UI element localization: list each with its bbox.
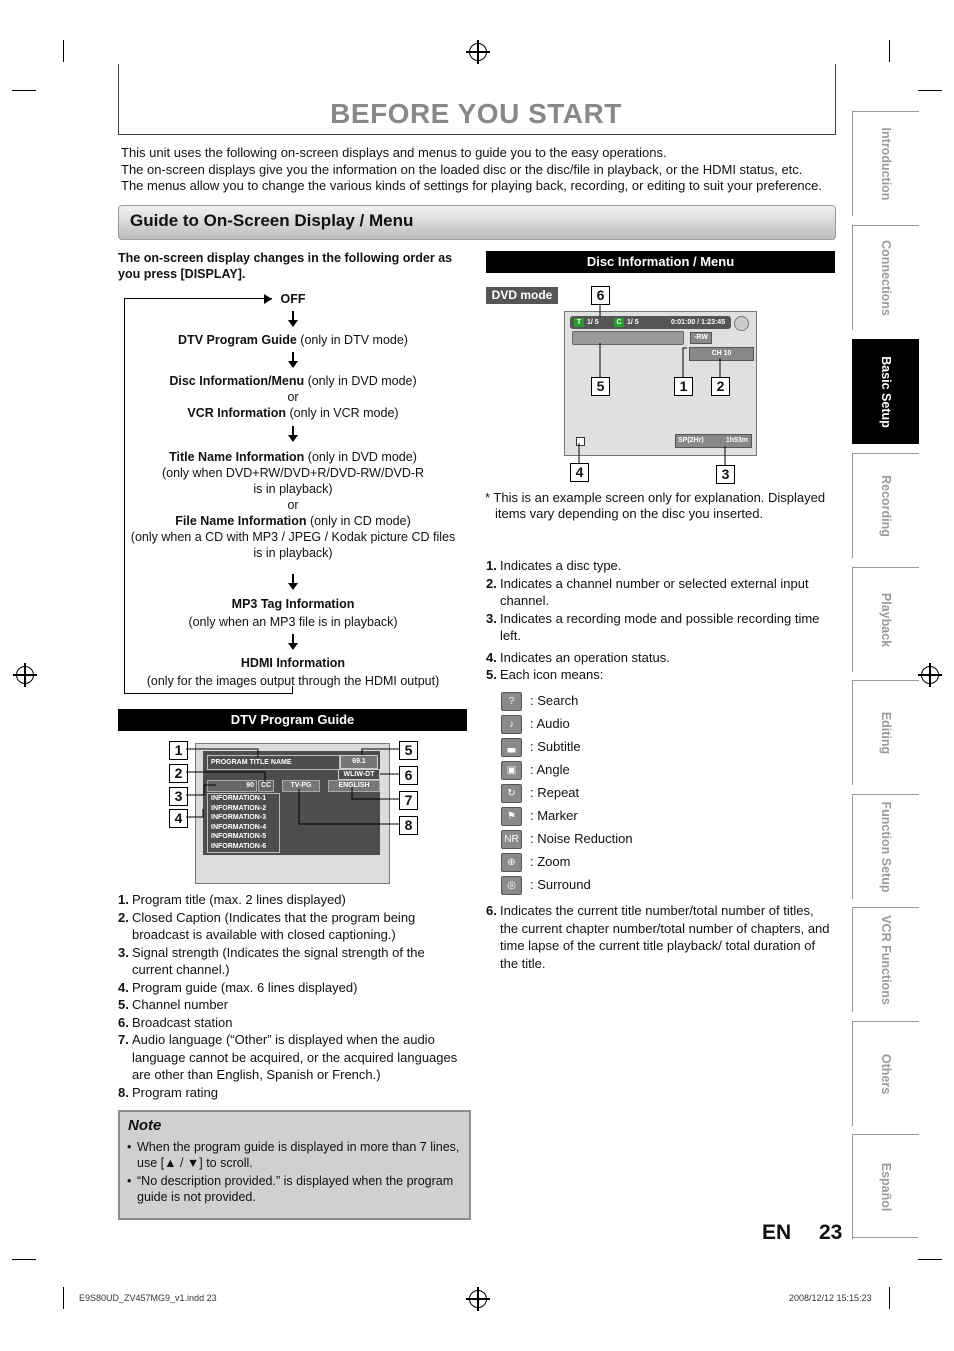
tab-label: VCR Functions [879, 915, 893, 1005]
dtv-item-list [118, 891, 468, 1101]
surround-icon: ◎ [501, 876, 522, 895]
flow-mp3-label: MP3 Tag Information [231, 597, 355, 611]
flow-title-label: Title Name Information [169, 450, 305, 464]
tab-label: Others [879, 1053, 893, 1095]
dtv-channel: 69.1 [340, 755, 378, 769]
display-order-lead: The on-screen display changes in the following order as you press [DISPLAY]. [118, 251, 453, 281]
loop-line [124, 693, 293, 694]
intro-text [121, 145, 841, 195]
chapter-count: 1/ 5 [627, 319, 639, 326]
callout-number: 3 [716, 465, 735, 484]
flow-disc-note: (only in DVD mode) [304, 374, 417, 388]
tab-recording[interactable] [852, 453, 919, 558]
callout-number: 1 [674, 377, 693, 396]
dtv-header: DTV Program Guide [118, 709, 467, 731]
list-item: 5. Each icon means: [486, 667, 604, 682]
repeat-icon: ↻ [501, 784, 522, 803]
registration-mark-icon [469, 43, 487, 61]
flow-vcr-label: VCR Information [187, 406, 287, 420]
zoom-icon: ⊕ [501, 853, 522, 872]
callout-number: 5 [399, 741, 418, 760]
intro-line: This unit uses the following on-screen displays and menus to guide you to the easy operations. [121, 145, 667, 160]
footer-date: 2008/12/12 15:15:23 [789, 1293, 872, 1303]
icon-legend-row: ▃ : Subtitle [501, 735, 821, 758]
flow-file-label: File Name Information [175, 514, 307, 528]
flow-mp3 [118, 596, 468, 630]
section-title: Guide to On-Screen Display / Menu [130, 211, 414, 230]
note-item: • “No description provided.” is displayed when the program guide is not provided. [127, 1173, 462, 1205]
icon-legend-row: NR : Noise Reduction [501, 827, 821, 850]
audio-icon: ♪ [501, 715, 522, 734]
crop-mark [63, 40, 64, 62]
disc-type: -RW [690, 332, 712, 344]
tab-playback[interactable] [852, 567, 919, 672]
time-left: 1h53m [725, 437, 748, 444]
registration-mark-icon [921, 666, 939, 684]
tab-introduction[interactable] [852, 111, 919, 216]
tab-espanol[interactable] [852, 1134, 919, 1239]
search-icon: ? [501, 692, 522, 711]
page-title: BEFORE YOU START [330, 98, 622, 129]
flow-title-note: (only in DVD mode) [304, 450, 417, 464]
tab-label: Function Setup [879, 801, 893, 893]
note-item: • When the program guide is displayed in more than 7 lines, use [▲ / ▼] to scroll. [127, 1139, 462, 1171]
subtitle-icon: ▃ [501, 738, 522, 757]
disc-item-list [486, 557, 831, 684]
dtv-info-line: INFORMATION-2 [211, 804, 267, 812]
tab-label: Introduction [879, 127, 893, 201]
marker-icon: ⚑ [501, 807, 522, 826]
callout-number: 8 [399, 816, 418, 835]
crop-mark [63, 1287, 64, 1309]
crop-mark [12, 90, 36, 91]
title-count: 1/ 5 [587, 319, 599, 326]
example-note: * This is an example screen only for explanation. Displayed items vary depending on the disc you inserted. [485, 490, 826, 521]
crop-mark [918, 90, 942, 91]
list-item: 2. Closed Caption (Indicates that the program being broadcast is available with closed captioning.) [118, 909, 416, 942]
icon-legend-row: ◎ : Surround [501, 873, 821, 896]
play-time: 0:01:00 / 1:23:45 [671, 319, 726, 326]
flow-title-cond: (only when DVD+RW/DVD+R/DVD-RW/DVD-R [161, 466, 425, 480]
icon-legend-row: ▣ : Angle [501, 758, 821, 781]
title-badge: T [574, 318, 584, 327]
callout-number: 2 [711, 377, 730, 396]
dtv-info-line: INFORMATION-1 [211, 795, 267, 802]
callout-number: 6 [399, 766, 418, 785]
disc-header: Disc Information / Menu [486, 251, 835, 273]
noise-reduction-icon: NR [501, 830, 522, 849]
flow-hdmi-cond: (only for the images output through the HDMI output) [146, 674, 440, 688]
flow-or: or [287, 498, 299, 512]
tab-function-setup[interactable] [852, 794, 919, 899]
callout-number: 6 [591, 286, 610, 305]
callout-number: 5 [591, 377, 610, 396]
icon-legend-row: ⚑ : Marker [501, 804, 821, 827]
dtv-info-line: INFORMATION-6 [211, 842, 267, 850]
registration-mark-icon [469, 1290, 487, 1308]
list-item: 2. Indicates a channel number or selected external input channel. [486, 575, 809, 608]
rec-mode: SP(2Hr) [678, 437, 704, 444]
flow-dtv [118, 332, 468, 348]
tab-label: Playback [879, 592, 893, 648]
tab-label: Editing [879, 711, 893, 755]
disc-channel: CH 10 [689, 347, 754, 361]
list-item: 4. Program guide (max. 6 lines displayed) [118, 979, 358, 995]
flow-disc-label: Disc Information/Menu [169, 374, 305, 388]
callout-number: 4 [570, 463, 589, 482]
callout-number: 3 [169, 787, 188, 806]
page-number: 23 [819, 1221, 843, 1244]
flow-vcr-note: (only in VCR mode) [286, 406, 399, 420]
intro-line: The on-screen displays give you the information on the loaded disc or the disc/file in playback, or the HDMI status, etc. [121, 161, 803, 177]
list-item: 6. Indicates the current title number/total number of titles, the current chapter number/total number of chapters, and time lapse of the current title playback/ total duration of the title. [486, 903, 830, 971]
list-item: 8. Program rating [118, 1084, 218, 1100]
flow-hdmi [118, 655, 468, 689]
list-item: 3. Signal strength (Indicates the signal strength of the current channel.) [118, 944, 425, 977]
disc-leader-lines [575, 300, 750, 468]
callout-number: 7 [399, 791, 418, 810]
disc-item-6 [486, 902, 831, 972]
list-item: 3. Indicates a recording mode and possible recording time left. [486, 610, 820, 643]
callout-number: 4 [169, 809, 188, 828]
crop-mark [889, 1287, 890, 1309]
flow-title [118, 449, 468, 561]
dtv-station: WLIW-DT [338, 769, 380, 780]
list-item: 1. Program title (max. 2 lines displayed) [118, 892, 346, 907]
dvd-mode-badge: DVD mode [486, 287, 558, 304]
dtv-leader-lines [186, 745, 401, 835]
tab-label: Connections [879, 240, 893, 316]
list-item: 6. Broadcast station [118, 1014, 233, 1030]
tab-label: Recording [879, 475, 893, 537]
flow-title-cond: is in playback) [253, 482, 333, 496]
flow-mp3-cond: (only when an MP3 file is in playback) [188, 615, 398, 629]
tab-label: Español [879, 1162, 893, 1212]
down-arrow-icon [288, 426, 298, 442]
down-arrow-icon [288, 574, 298, 590]
dtv-cc: CC [258, 780, 274, 792]
icon-legend-row: ♪ : Audio [501, 712, 821, 735]
flow-or: or [287, 390, 299, 404]
crop-mark [12, 1259, 36, 1260]
flow-disc [118, 373, 468, 421]
chapter-badge: C [614, 318, 624, 327]
flow-file-note: (only in CD mode) [306, 514, 411, 528]
list-item: 1. Indicates a disc type. [486, 558, 622, 573]
icon-legend-row: ⊕ : Zoom [501, 850, 821, 873]
footer-file: E9S80UD_ZV457MG9_v1.indd 23 [79, 1293, 217, 1303]
tab-basic-setup[interactable] [852, 339, 919, 444]
note-list [127, 1139, 462, 1207]
crop-mark [918, 1259, 942, 1260]
down-arrow-icon [288, 311, 298, 327]
flow-off [118, 291, 468, 307]
note-title: Note [128, 1117, 162, 1134]
tab-connections[interactable] [852, 225, 919, 330]
intro-line: The menus allow you to change the various kinds of settings for playing back, recording, or editing to suit your preference. [121, 178, 822, 193]
list-item: 7. Audio language (“Other” is displayed when the audio language cannot be acquired, or the acquired languages are other than English, Spanish or French.) [118, 1032, 458, 1082]
tab-vcr-functions[interactable] [852, 907, 919, 1012]
list-item: 4. Indicates an operation status. [486, 649, 670, 665]
flow-dtv-note: (only in DTV mode) [296, 333, 408, 347]
icon-legend [501, 689, 821, 896]
dtv-signal: 90 [207, 780, 257, 792]
down-arrow-icon [288, 352, 298, 368]
flow-dtv-label: DTV Program Guide [178, 333, 297, 347]
dtv-info-line: INFORMATION-4 [211, 823, 267, 831]
angle-icon: ▣ [501, 761, 522, 780]
page-lang: EN [762, 1221, 792, 1244]
registration-mark-icon [16, 666, 34, 684]
tab-editing[interactable] [852, 680, 919, 785]
crop-mark [889, 40, 890, 62]
dtv-program-title: PROGRAM TITLE NAME [207, 755, 340, 770]
flow-hdmi-label: HDMI Information [240, 656, 346, 670]
dtv-info-line: INFORMATION-3 [211, 814, 267, 821]
dtv-language: ENGLISH [328, 780, 380, 792]
tab-label: Basic Setup [879, 356, 893, 428]
dtv-info-line: INFORMATION-5 [211, 833, 267, 840]
dtv-rating: TV-PG [282, 780, 320, 792]
divider [852, 1237, 918, 1238]
flow-file-cond: is in playback) [253, 546, 333, 560]
callout-number: 2 [169, 764, 188, 783]
down-arrow-icon [288, 634, 298, 650]
callout-number: 1 [169, 741, 188, 760]
icon-legend-row: ↻ : Repeat [501, 781, 821, 804]
tab-others[interactable] [852, 1021, 919, 1126]
flow-off-label: OFF [280, 292, 306, 306]
icon-legend-row: ? : Search [501, 689, 821, 712]
list-item: 5. Channel number [118, 997, 229, 1012]
flow-file-cond: (only when a CD with MP3 / JPEG / Kodak picture CD files [130, 530, 456, 544]
